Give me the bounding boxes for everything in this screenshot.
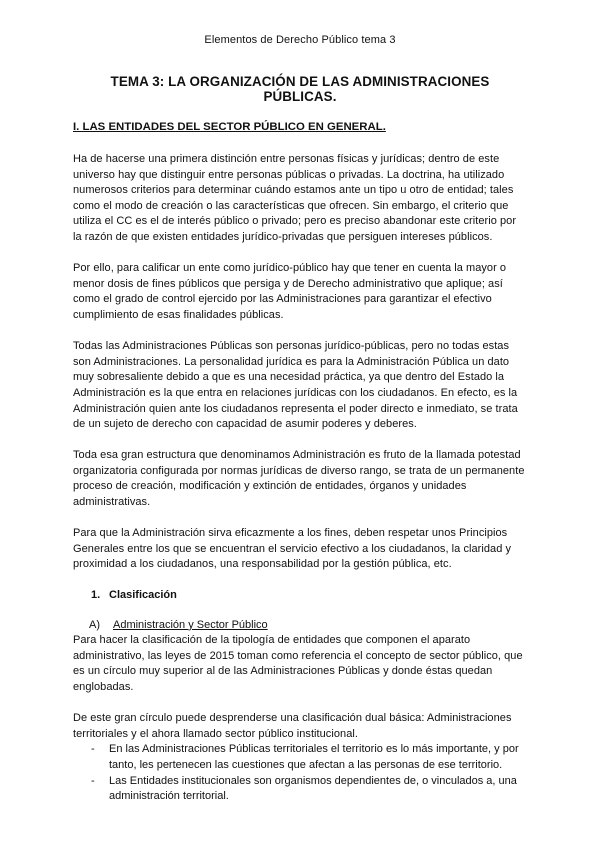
subsubsection-heading	[89, 618, 527, 634]
subsection-heading	[91, 589, 527, 601]
dash-list	[73, 742, 527, 804]
section-heading: I. LAS ENTIDADES DEL SECTOR PÚBLICO EN GENERAL.	[73, 121, 386, 133]
subsection-number: 1.	[91, 588, 101, 601]
list-item-text: En las Administraciones Públicas territoriales el territorio es lo más importante, y por tanto, les pertenecen las cuestiones que afectan a las personas de ese territorio.	[109, 743, 519, 771]
list-item	[73, 742, 527, 773]
paragraph: Para hacer la clasificación de la tipología de entidades que componen el aparato administrativo, las leyes de 2015 toman como referencia el concepto de sector público, que es un círculo muy superior al de las Administraciones Públicas y donde éstas quedan englobadas.	[73, 634, 523, 693]
document-title: TEMA 3: LA ORGANIZACIÓN DE LAS ADMINISTRACIONES PÚBLICAS.	[110, 74, 490, 104]
subsection-title: Clasificación	[109, 588, 177, 601]
list-marker: -	[91, 743, 95, 756]
paragraph: Ha de hacerse una primera distinción entre personas físicas y jurídicas; dentro de este universo hay que distinguir entre personas públicas o privadas. La doctrina, ha utilizado numerosos criterios para determinar cuándo estamos ante un tipo u otro de entidad; tales como el modo de creación o las características que ofrecen. Sin embargo, el criterio que utiliza el CC es el de interés público o privado; pero es preciso abandonar este criterio por la razón de que existen entidades jurídico-privadas que persiguen intereses públicos.	[73, 153, 517, 243]
list-item-text: Las Entidades institucionales son organismos dependientes de, o vinculados a, una administración territorial.	[109, 774, 517, 803]
paragraph: Toda esa gran estructura que denominamos Administración es fruto de la llamada potestad organizatoria configurada por normas jurídicas de diverso rango, se trata de un permanente proceso de creación, modificación y extinción de entidades, órganos y unidades administrativas.	[73, 449, 525, 509]
paragraph: De este gran círculo puede desprenderse una clasificación dual básica: Administraciones territoriales y el ahora llamado sector público institucional.	[73, 712, 512, 740]
list-marker: -	[91, 774, 95, 787]
paragraph: Todas las Administraciones Públicas son personas jurídico-públicas, pero no todas estas son Administraciones. La personalidad jurídica es para la Administración Pública un dato muy sobresaliente debido a que es una necesidad práctica, ya que dentro del Estado la Administración es la que entra en relaciones jurídicas con los ciudadanos. En efecto, es la Administración quien ante los ciudadanos representa el poder directo e inmediato, se trata de un sujeto de derecho con capacidad de asumir poderes y deberes.	[73, 340, 518, 431]
subsubsection-title: Administración y Sector Público	[113, 618, 268, 631]
subsubsection-letter: A)	[89, 618, 100, 631]
paragraph: Por ello, para calificar un ente como jurídico-público hay que tener en cuenta la mayor o menor dosis de fines públicos que persiga y de Derecho administrativo que aplique; así como el grado de control ejercido por las Administraciones para garantizar el efectivo cumplimiento de esas finalidades públicas.	[73, 262, 507, 321]
paragraph: Para que la Administración sirva eficazmente a los fines, deben respetar unos Principios Generales entre los que se encuentran el servicio efectivo a los ciudadanos, la claridad y proximidad a los ciudadanos, una responsabilidad por la gestión pública, etc.	[73, 527, 512, 571]
running-header: Elementos de Derecho Público tema 3	[204, 34, 396, 46]
list-item	[73, 774, 527, 805]
